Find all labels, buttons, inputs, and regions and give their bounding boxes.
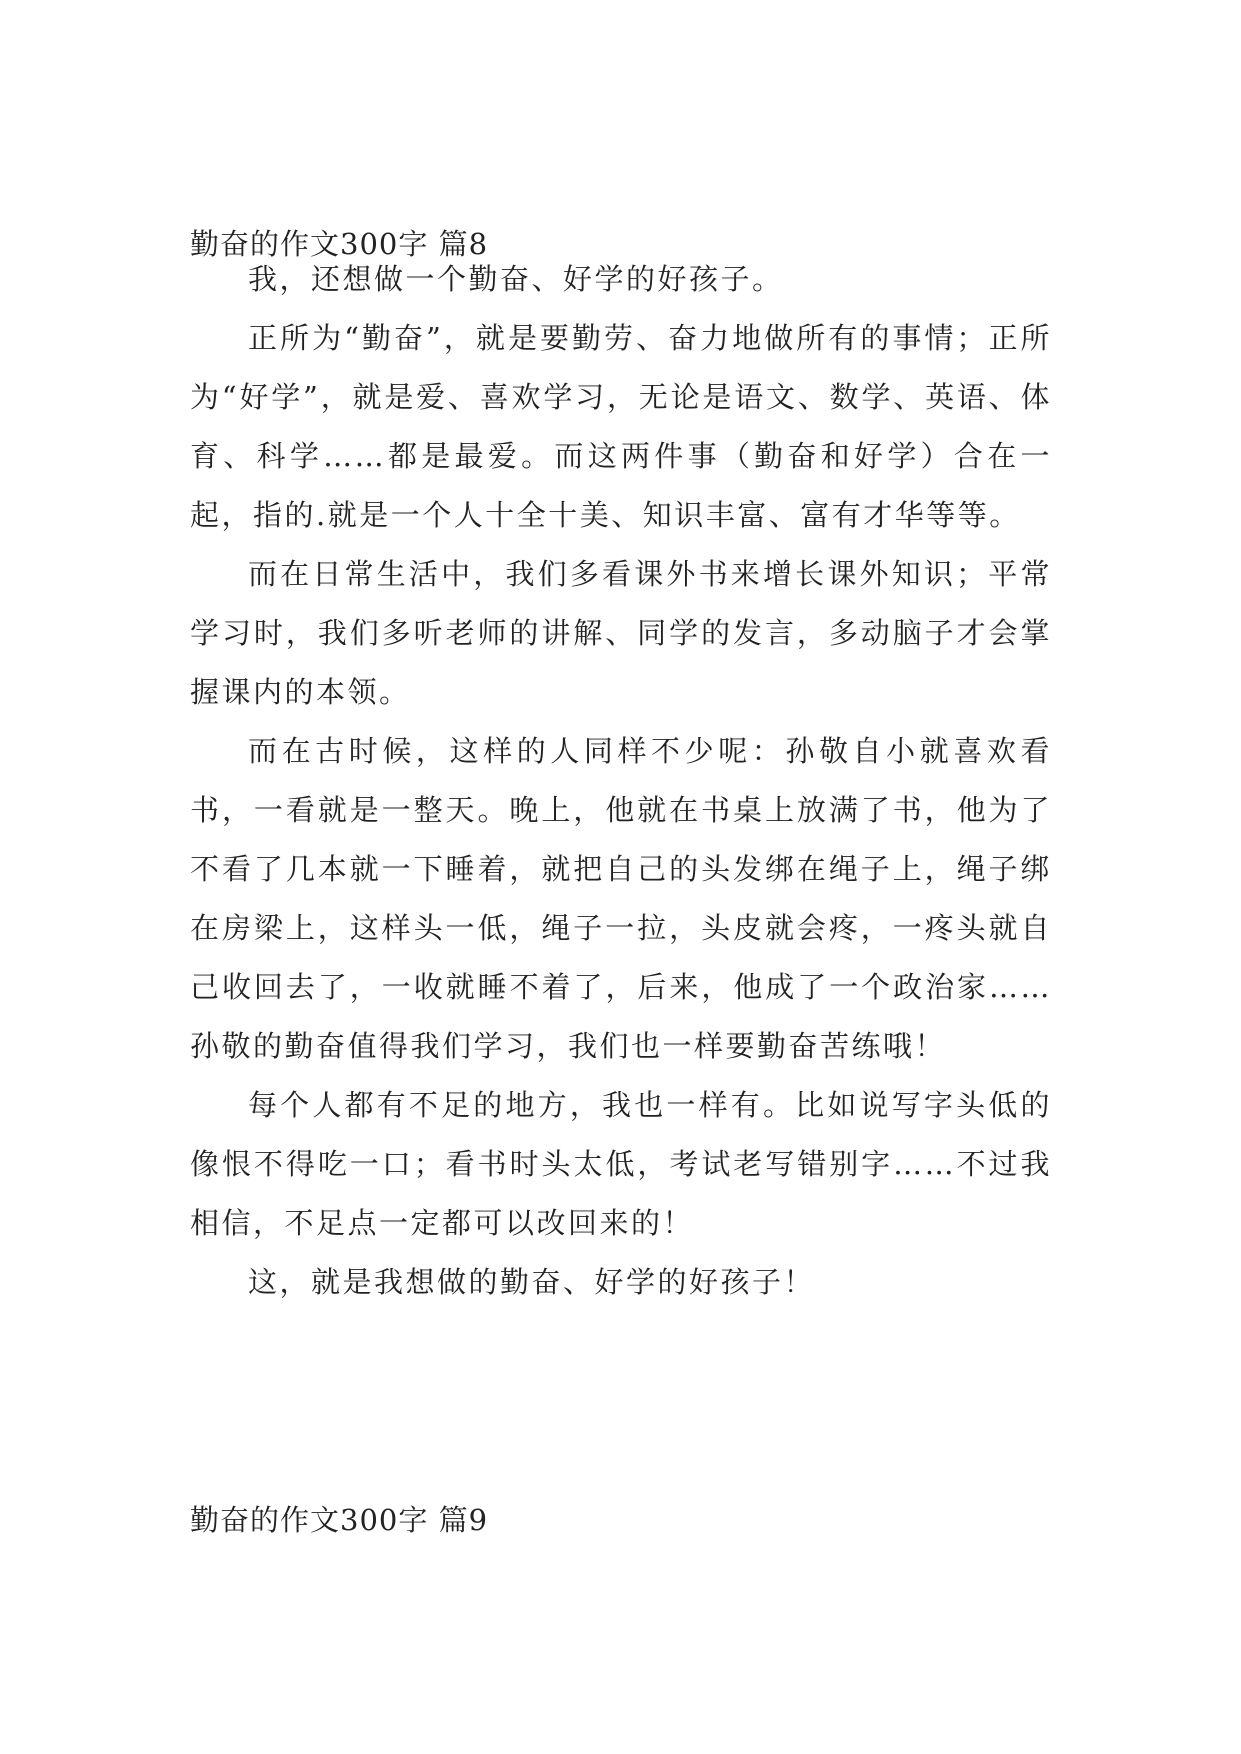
paragraph: 正所为“勤奋”，就是要勤劳、奋力地做所有的事情；正所为“好学”，就是爱、喜欢学习，无论是语文、数学、英语、体育、科学……都是最爱。而这两件事（勤奋和好学）合在一起，指的.就是一个人十全十美、知识丰富、富有才华等等。 [190,321,1052,532]
section-title: 勤奋的作文300字 篇9 [190,1503,489,1537]
paragraph: 我，还想做一个勤奋、好学的好孩子。 [248,262,784,296]
paragraph: 而在古时候，这样的人同样不少呢：孙敬自小就喜欢看书，一看就是一整天。晚上，他就在书桌上放满了书，他为了不看了几本就一下睡着，就把自己的头发绑在绳子上，绳子绑在房梁上，这样头一低，绳子一拉，头皮就会疼，一疼头就自己收回去了，一收就睡不着了，后来，他成了一个政治家……孙敬的勤奋值得我们学习，我们也一样要勤奋苦练哦！ [190,734,1052,1063]
essay-body [190,250,1052,1312]
section-title: 勤奋的作文300字 篇8 [190,227,489,261]
paragraph: 而在日常生活中，我们多看课外书来增长课外知识；平常学习时，我们多听老师的讲解、同学的发言，多动脑子才会掌握课内的本领。 [190,557,1052,709]
paragraph: 每个人都有不足的地方，我也一样有。比如说写字头低的像恨不得吃一口；看书时头太低，考试老写错别字……不过我相信，不足点一定都可以改回来的！ [190,1088,1052,1240]
paragraph: 这，就是我想做的勤奋、好学的好孩子！ [248,1265,816,1299]
